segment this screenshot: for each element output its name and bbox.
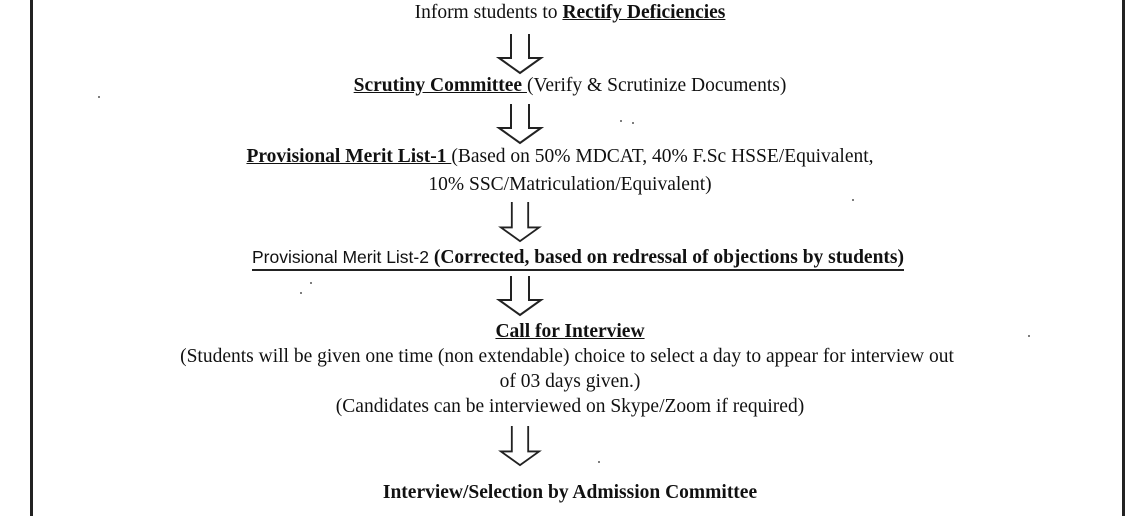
- merit-list-1-heading: Provisional Merit List-1: [246, 146, 452, 167]
- interview-online-note: (Candidates can be interviewed on Skype/Zoom if required): [335, 396, 805, 417]
- interview-selection-title: Interview/Selection by Admission Committee: [382, 482, 758, 503]
- interview-instructions-line1: (Students will be given one time (non extendable) choice to select a day to appear for interview out: [180, 346, 954, 367]
- scrutiny-committee-heading: Scrutiny Committee: [353, 75, 527, 96]
- scan-speck: [300, 292, 302, 294]
- step-provisional-merit-list-2: [8, 247, 1140, 269]
- down-arrow-icon: [497, 276, 543, 316]
- step-rectify-deficiencies: [0, 2, 1140, 24]
- scan-speck: [310, 282, 312, 284]
- down-arrow-icon: [497, 202, 543, 242]
- scan-speck: [598, 461, 600, 463]
- merit-list-1-criteria-line2: 10% SSC/Matriculation/Equivalent): [428, 174, 712, 195]
- interview-selection-heading: [0, 482, 1140, 504]
- step-1-text: Inform students to: [414, 2, 563, 23]
- rectify-deficiencies-heading: Rectify Deficiencies: [562, 2, 726, 23]
- merit-list-2-description: (Corrected, based on redressal of objections by students): [433, 247, 905, 268]
- scrutiny-committee-description: (Verify & Scrutinize Documents): [526, 75, 787, 96]
- call-for-interview-title: Call for Interview: [495, 321, 645, 342]
- merit-list-2-line: [252, 247, 904, 271]
- down-arrow-icon: [497, 34, 543, 74]
- scan-speck: [1028, 335, 1030, 337]
- merit-list-1-criteria: (Based on 50% MDCAT, 40% F.Sc HSSE/Equivalent,: [451, 146, 874, 167]
- scan-speck: [620, 120, 622, 122]
- scan-speck: [852, 199, 854, 201]
- call-for-interview-heading: [0, 321, 1140, 343]
- down-arrow-icon: [497, 426, 543, 466]
- merit-list-2-heading: Provisional Merit List-2: [251, 247, 434, 267]
- interview-instructions-line2: of 03 days given.): [499, 371, 641, 392]
- scan-speck: [98, 96, 100, 98]
- scan-speck: [632, 122, 634, 124]
- step-provisional-merit-list-1: [0, 146, 1130, 168]
- down-arrow-icon: [497, 104, 543, 144]
- step-scrutiny-committee: [0, 75, 1140, 97]
